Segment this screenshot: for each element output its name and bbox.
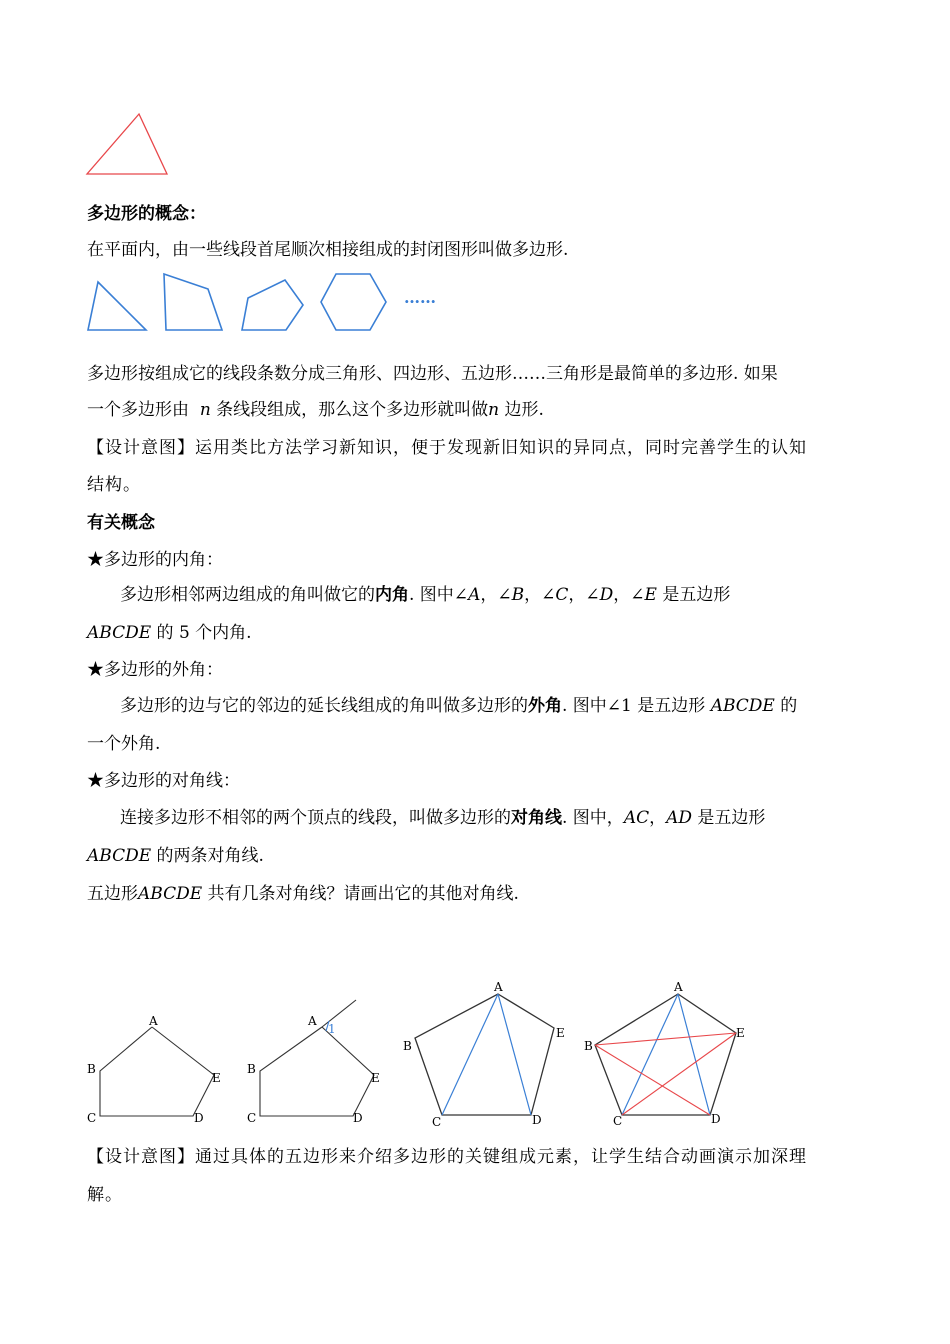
fig4-label-c: C (613, 1114, 623, 1128)
fig2-label-e: E (371, 1071, 380, 1085)
classification-line-2: 一个多边形由 n 条线段组成，那么这个多边形就叫做n 边形. (87, 400, 544, 420)
interior-angle-text: 多边形相邻两边组成的角叫做它的内角. 图中∠A，∠B，∠C，∠D，∠E 是五边形 (120, 585, 731, 605)
diagonal-4-ce (622, 1033, 736, 1115)
classification-line-1: 多边形按组成它的线段条数分成三角形、四边形、五边形……三角形是最简单的多边形. 如果 (87, 364, 778, 384)
fig1-label-e: E (212, 1071, 221, 1085)
interior-angle-text-2: ABCDE 的 5 个内角. (87, 623, 252, 643)
fig1-label-b: B (87, 1062, 96, 1076)
fig3-label-d: D (532, 1113, 542, 1127)
blue-quadrilateral (164, 274, 222, 330)
diagonal-ac (442, 994, 498, 1115)
red-triangle-figure (80, 108, 180, 183)
fig3-label-e: E (556, 1026, 565, 1040)
fig2-label-b: B (247, 1062, 256, 1076)
fig4-label-a: A (674, 980, 683, 994)
diagonal-4-be (595, 1033, 736, 1045)
fig1-label-a: A (149, 1014, 158, 1028)
design-intent-1-line-2: 结构。 (87, 475, 141, 495)
fig2-label-1: 1 (328, 1022, 336, 1036)
fig4-label-b: B (584, 1039, 593, 1053)
fig1-label-d: D (194, 1111, 204, 1125)
fig3-label-b: B (403, 1039, 412, 1053)
red-triangle (87, 114, 167, 174)
diagonal-text-2: ABCDE 的两条对角线. (87, 846, 264, 866)
exterior-angle-heading: ★多边形的外角： (87, 660, 223, 680)
design-intent-2-line-1: 【设计意图】通过具体的五边形来介绍多边形的关键组成元素，让学生结合动画演示加深理 (87, 1147, 807, 1167)
blue-hexagon (321, 274, 386, 330)
exterior-angle-text-2: 一个外角. (87, 734, 161, 754)
fig1-label-c: C (87, 1111, 97, 1125)
blue-pentagon (242, 280, 303, 330)
diagonal-4-ac (622, 994, 678, 1115)
fig2-label-a: A (308, 1014, 317, 1028)
pentagon-figure-3 (415, 994, 554, 1115)
pentagon-figure-1 (100, 1027, 214, 1116)
concept-definition: 在平面内，由一些线段首尾顺次相接组成的封闭图形叫做多边形. (87, 240, 569, 260)
fig3-label-c: C (432, 1115, 442, 1129)
diagonal-ad (498, 994, 531, 1115)
polygon-examples-figure (80, 268, 460, 338)
ellipsis: …… (404, 288, 436, 307)
pentagon-figures (80, 975, 780, 1130)
diagonal-text: 连接多边形不相邻的两个顶点的线段，叫做多边形的对角线. 图中，AC，AD 是五边形 (120, 808, 766, 828)
concept-title: 多边形的概念： (87, 204, 206, 224)
pentagon-figure-4 (595, 994, 736, 1115)
question: 五边形ABCDE 共有几条对角线？请画出它的其他对角线. (87, 884, 519, 904)
diagonal-heading: ★多边形的对角线： (87, 771, 240, 791)
fig2-label-c: C (247, 1111, 257, 1125)
related-concepts-title: 有关概念 (87, 513, 155, 533)
fig3-label-a: A (494, 980, 503, 994)
fig4-label-d: D (711, 1112, 721, 1126)
design-intent-2-line-2: 解。 (87, 1185, 123, 1205)
diagonal-4-bd (595, 1045, 710, 1115)
pentagon-figure-2 (260, 1000, 374, 1116)
exterior-angle-text: 多边形的边与它的邻边的延长线组成的角叫做多边形的外角. 图中∠1 是五边形 ABCDE 的 (120, 696, 798, 716)
fig4-label-e: E (736, 1026, 745, 1040)
fig2-label-d: D (353, 1111, 363, 1125)
blue-triangle (88, 282, 146, 330)
interior-angle-heading: ★多边形的内角： (87, 550, 223, 570)
design-intent-1-line-1: 【设计意图】运用类比方法学习新知识，便于发现新旧知识的异同点，同时完善学生的认知 (87, 438, 807, 458)
